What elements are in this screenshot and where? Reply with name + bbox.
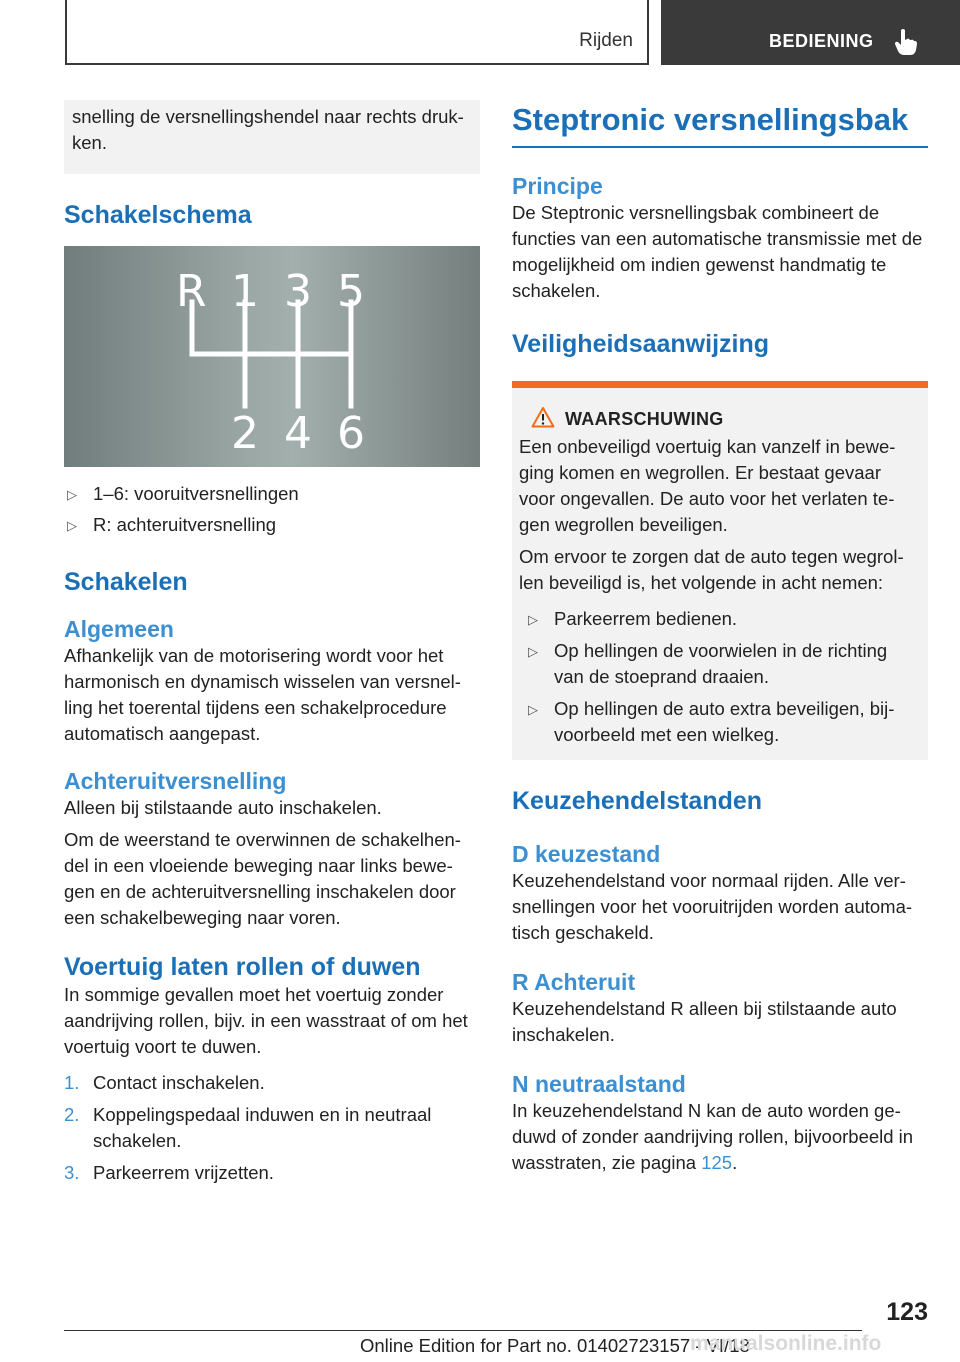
rollen-paragraph: In sommige gevallen moet het voertuig zonder aandrijving rollen, bijv. in een wasstraat of om het voertuig voort te duwen. <box>64 984 468 1057</box>
footer-divider <box>64 1330 862 1331</box>
heading-voertuig-rollen: Voertuig laten rollen of duwen <box>64 953 421 981</box>
principe-paragraph: De Steptronic versnellingsbak combineert de functies van een automatische transmissie met de mogelijkheid om indien gewenst handmatig te schakelen. <box>512 202 923 301</box>
intro-text: snelling de versnellingshendel naar rechts druk-ken. <box>72 106 464 153</box>
shift-label-6: 6 <box>337 408 365 459</box>
rollen-steps-list <box>64 1070 480 1186</box>
shift-label-3: 3 <box>284 266 312 317</box>
d-paragraph: Keuzehendelstand voor normaal rijden. Alle ver-snellingen voor het vooruitrijden worden automa-tisch geschakeld. <box>512 870 913 943</box>
heading-principe: Principe <box>512 173 603 199</box>
heading-schakelen: Schakelen <box>64 568 188 596</box>
list-item: 1. Contact inschakelen. <box>64 1072 265 1093</box>
heading-achteruitversnelling: Achteruitversnelling <box>64 768 287 794</box>
list-item: ▷ Op hellingen de auto extra beveiligen, bij-voorbeeld met een wielkeg. <box>528 698 895 745</box>
heading-r-achteruit: R Achteruit <box>512 969 636 995</box>
warning-box <box>512 381 928 760</box>
shift-pattern-image <box>64 246 480 467</box>
r-paragraph: Keuzehendelstand R alleen bij stilstaande auto inschakelen. <box>512 998 897 1045</box>
left-column <box>64 100 480 1186</box>
shift-label-r: R <box>176 266 207 317</box>
header-chapter-label: BEDIENING <box>769 31 874 51</box>
list-item: 2. Koppelingspedaal induwen en in neutraal schakelen. <box>64 1104 432 1151</box>
page-reference-link[interactable]: 125 <box>701 1152 733 1173</box>
shift-label-5: 5 <box>337 266 365 317</box>
list-item: ▷ Parkeerrem bedienen. <box>525 606 920 632</box>
shift-label-2: 2 <box>231 408 259 459</box>
warning-header <box>519 406 920 434</box>
bullet-triangle-icon: ▷ <box>67 487 77 502</box>
achteruit-paragraph-2: Om de weerstand te overwinnen de schakelhen-del in een vloeiende beweging naar links bewe-gen en de achteruitversnelling inschakelen door een schakelbeweging naar voren. <box>64 829 461 928</box>
page-number: 123 <box>886 1298 928 1326</box>
list-item: ▷ R: achteruitversnelling <box>64 512 480 538</box>
footer-edition: Online Edition for Part no. 01402723157 - VI/18 <box>360 1335 750 1356</box>
watermark: manualsonline.info <box>690 1332 882 1355</box>
warning-paragraph-2: Om ervoor te zorgen dat de auto tegen wegrol-len beveiligd is, het volgende in acht nemen: <box>519 546 904 593</box>
heading-keuzehendelstanden: Keuzehendelstanden <box>512 787 763 815</box>
bullet-triangle-icon: ▷ <box>528 612 538 627</box>
list-item: ▷ Op hellingen de voorwielen in de richting van de stoeprand draaien. <box>528 640 888 687</box>
achteruit-paragraph-1: Alleen bij stilstaande auto inschakelen. <box>64 797 382 818</box>
page-title: Steptronic versnellingsbak <box>512 100 928 148</box>
warning-paragraph-1: Een onbeveiligd voertuig kan vanzelf in bewe-ging komen en wegrollen. Er bestaat gevaar voor ongevallen. De auto voor het verlaten te-gen wegrollen beveiligen. <box>519 436 896 535</box>
header-chapter-box <box>661 0 960 65</box>
n-paragraph: In keuzehendelstand N kan de auto worden ge-duwd of zonder aandrijving rollen, bijvoorbeeld in wasstraten, zie pagina 125. <box>512 1100 914 1173</box>
shift-legend-list <box>64 481 480 538</box>
heading-n-neutraalstand: N neutraalstand <box>512 1071 686 1097</box>
heading-schakelschema: Schakelschema <box>64 201 252 229</box>
shift-label-1: 1 <box>231 266 259 317</box>
warning-label: WAARSCHUWING <box>565 409 724 429</box>
heading-algemeen: Algemeen <box>64 616 174 642</box>
warning-triangle-icon <box>531 406 555 428</box>
list-item: ▷ 1–6: vooruitversnellingen <box>64 481 480 507</box>
shift-label-4: 4 <box>284 408 312 459</box>
bullet-triangle-icon: ▷ <box>528 702 538 717</box>
bullet-triangle-icon: ▷ <box>67 518 77 533</box>
list-item: 3. Parkeerrem vrijzetten. <box>64 1162 274 1183</box>
algemeen-paragraph: Afhankelijk van de motorisering wordt voor het harmonisch en dynamisch wisselen van versnel-ling het toerental tijdens een schakelprocedure automatisch aangepast. <box>64 645 461 744</box>
warning-bullet-list <box>519 606 920 748</box>
header-section-box <box>65 0 649 65</box>
right-column <box>512 100 928 1176</box>
hand-pointer-icon <box>895 28 917 56</box>
heading-veiligheidsaanwijzing: Veiligheidsaanwijzing <box>512 330 770 358</box>
intro-continuation-box <box>64 100 480 174</box>
bullet-triangle-icon: ▷ <box>528 644 538 659</box>
heading-d-keuzestand: D keuzestand <box>512 841 661 867</box>
header-section-label: Rijden <box>579 30 633 51</box>
